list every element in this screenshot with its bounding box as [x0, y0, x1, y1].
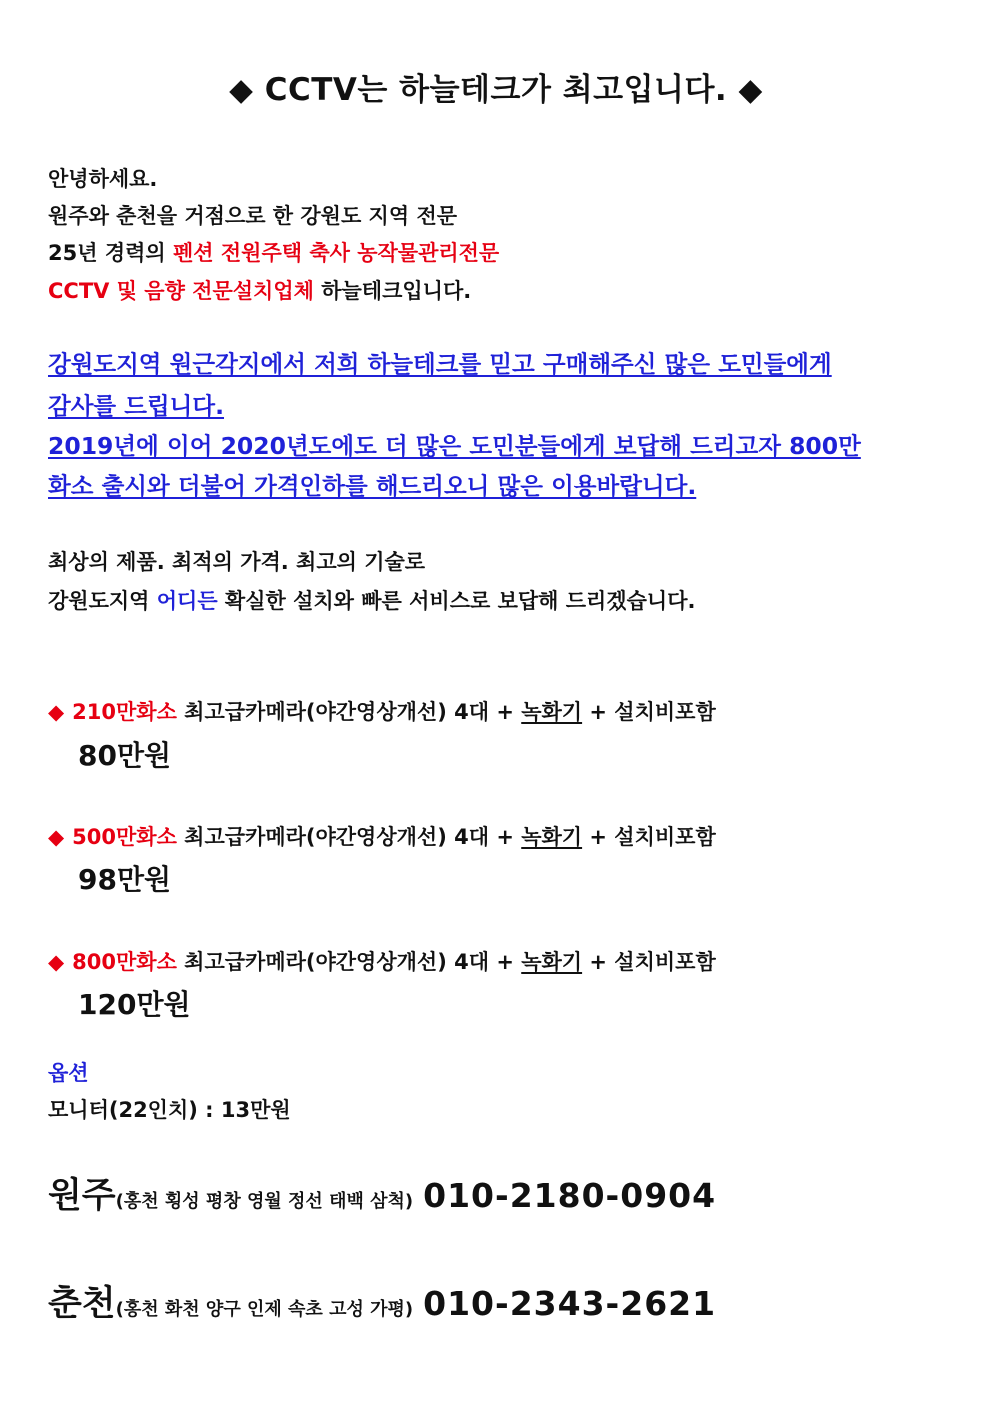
intro-line-3: [48, 237, 499, 267]
contact-areas: (홍천 횡성 평창 영월 정선 태백 삼척): [115, 1191, 414, 1212]
promise-line-2-suffix: 확실한 설치와 빠른 서비스로 보답해 드리겠습니다.: [217, 589, 696, 613]
contact-city: 원주: [48, 1176, 116, 1216]
intro-business-type: CCTV 및 음향 전문설치업체: [48, 279, 314, 303]
contact-phone: 010-2180-0904: [423, 1176, 717, 1215]
option-label: 옵션: [48, 1061, 89, 1085]
diamond-icon: ◆: [48, 825, 65, 849]
greeting: 안녕하세요.: [48, 167, 158, 191]
notice-line-4: 화소 출시와 더불어 가격인하를 해드리오니 많은 이용바랍니다.: [48, 472, 697, 500]
package-desc: 최고급카메라(야간영상개선) 4대 +: [176, 825, 522, 849]
package-desc: 최고급카메라(야간영상개선) 4대 +: [176, 700, 522, 724]
package-price: 98만원: [78, 863, 172, 896]
package-price: 120만원: [78, 988, 191, 1021]
notice-line-1: 강원도지역 원근각지에서 저희 하늘테크를 믿고 구매해주신 많은 도민들에게: [48, 350, 832, 378]
diamond-icon: ◆: [48, 700, 65, 724]
promise-line-2: [48, 585, 695, 615]
intro-line-3-prefix: 25년 경력의: [48, 241, 173, 265]
package-recorder: 녹화기: [521, 950, 583, 974]
intro-line-4: [48, 275, 471, 305]
package-resolution: 800만화소: [72, 950, 177, 974]
package-resolution: 210만화소: [72, 700, 177, 724]
intro-line-2: 원주와 춘천을 거점으로 한 강원도 지역 전문: [48, 204, 458, 228]
promise-line-1: 최상의 제품. 최적의 가격. 최고의 기술로: [48, 550, 426, 574]
contact-phone: 010-2343-2621: [423, 1284, 717, 1323]
page-title: ◆ CCTV는 하늘테크가 최고입니다. ◆: [229, 72, 763, 108]
package-3: [48, 946, 716, 976]
promise-line-2-prefix: 강원도지역: [48, 589, 157, 613]
package-desc: 최고급카메라(야간영상개선) 4대 +: [176, 950, 522, 974]
intro-line-4-suffix: 하늘테크입니다.: [313, 279, 472, 303]
package-price: 80만원: [78, 739, 172, 772]
package-recorder: 녹화기: [521, 825, 583, 849]
contact-wonju: [48, 1168, 716, 1218]
intro-specialty: 펜션 전원주택 축사 농작물관리전문: [173, 241, 500, 265]
contact-chuncheon: [48, 1276, 716, 1326]
diamond-icon: ◆: [48, 950, 65, 974]
package-1: [48, 696, 716, 726]
package-2: [48, 821, 716, 851]
option-item: 모니터(22인치) : 13만원: [48, 1098, 291, 1122]
package-desc-suffix: + 설치비포함: [582, 825, 716, 849]
package-desc-suffix: + 설치비포함: [582, 700, 716, 724]
contact-areas: (홍천 화천 양구 인제 속초 고성 가평): [115, 1299, 414, 1320]
notice-line-2: 감사를 드립니다.: [48, 392, 225, 420]
promise-anywhere: 어디든: [156, 589, 218, 613]
notice-line-3: 2019년에 이어 2020년도에도 더 많은 도민분들에게 보답해 드리고자 800만: [48, 432, 861, 460]
package-resolution: 500만화소: [72, 825, 177, 849]
package-recorder: 녹화기: [521, 700, 583, 724]
contact-city: 춘천: [48, 1284, 116, 1324]
package-desc-suffix: + 설치비포함: [582, 950, 716, 974]
